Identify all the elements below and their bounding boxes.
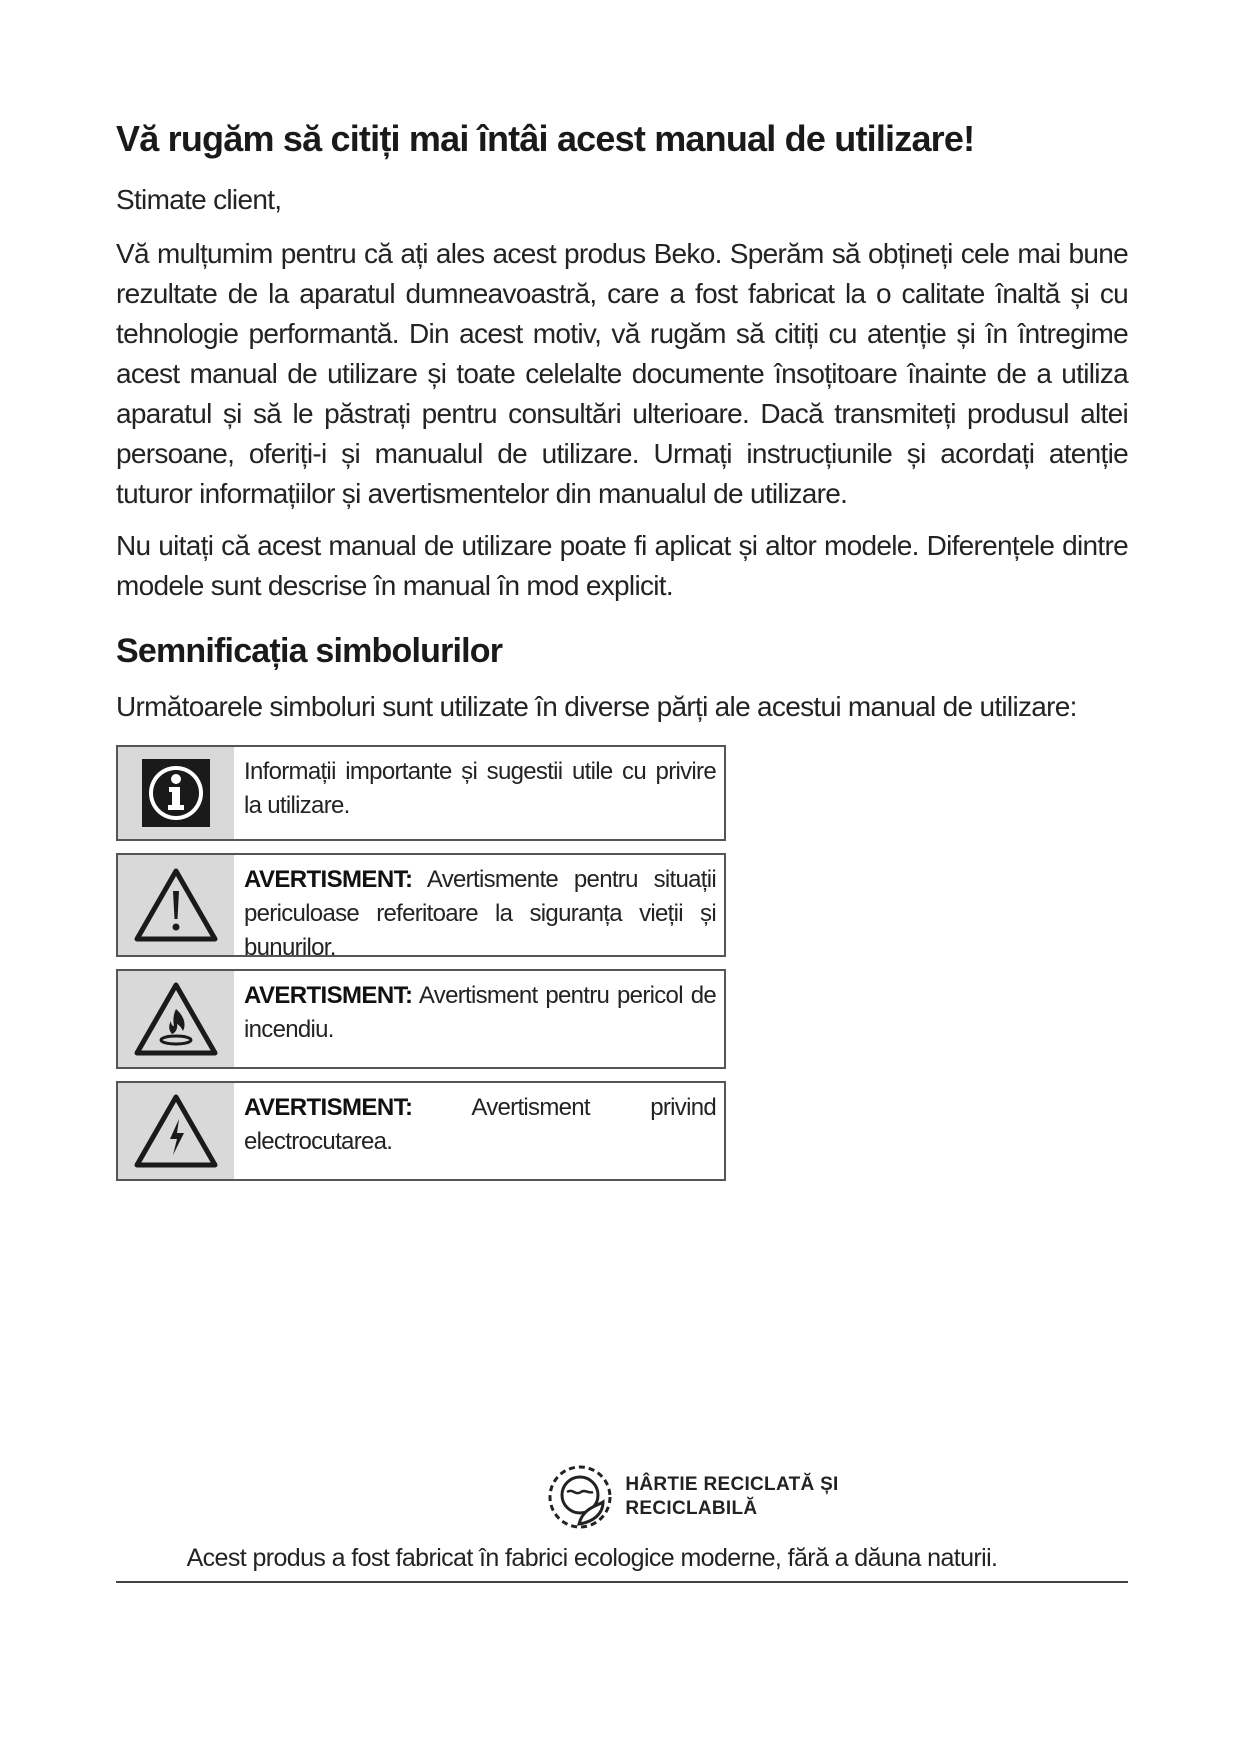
info-icon [118, 747, 234, 839]
symbol-description: Avertisment privind electrocutarea. [244, 1094, 716, 1155]
symbol-description: Avertismente pentru situații periculoase referitoare la siguranța vieții și bunurilor. [244, 866, 716, 961]
eco-badge [256, 1462, 1128, 1532]
symbol-row-warning [116, 853, 726, 961]
warning-label: AVERTISMENT: [244, 866, 413, 893]
models-paragraph: Nu uitați că acest manual de utilizare poate fi aplicat și altor modele. Diferențele dintre modele sunt descrise în manual în mod explicit. [116, 530, 1128, 601]
symbols-intro: Următoarele simboluri sunt utilizate în diverse părți ale acestui manual de utilizare: [116, 691, 1077, 722]
symbol-description: Avertisment pentru pericol de incendiu. [244, 982, 716, 1043]
warning-label: AVERTISMENT: [244, 982, 413, 1009]
warning-label: AVERTISMENT: [244, 1094, 413, 1121]
symbols-table [116, 745, 726, 1181]
page-title: Vă rugăm să citiți mai întâi acest manual de utilizare! [116, 118, 975, 159]
symbol-row-info [116, 745, 726, 841]
symbol-description: Informații importante și sugestii utile cu privire la utilizare. [244, 758, 716, 819]
eco-badge-line2: RECICLABILĂ [625, 1498, 758, 1519]
manual-page [116, 118, 1128, 1193]
fire-warning-icon [118, 971, 234, 1067]
symbol-row-electric [116, 1081, 726, 1181]
page-footer [116, 1462, 1128, 1583]
symbol-row-fire [116, 969, 726, 1069]
symbols-heading: Semnificația simbolurilor [116, 632, 503, 670]
warning-triangle-icon [118, 855, 234, 955]
footer-text: Acest produs a fost fabricat în fabrici ecologice moderne, fără a dăuna naturii. [186, 1544, 998, 1572]
greeting: Stimate client, [116, 184, 282, 215]
footer-divider [116, 1581, 1128, 1583]
recycled-paper-icon [545, 1462, 615, 1532]
intro-paragraph: Vă mulțumim pentru că ați ales acest produs Beko. Sperăm să obțineți cele mai bune rezultate de la aparatul dumneavoastră, care a fost fabricat la o calitate înaltă și cu tehnologie performantă. Din acest motiv, vă rugăm să citiți cu atenție și în întregime acest manual de utilizare și toate celelalte documente însoțitoare înainte de a utiliza aparatul și să le păstrați pentru consultări ulterioare. Dacă transmiteți produsul altei persoane, oferiți-i și manualul de utilizare. Urmați instrucțiunile și acordați atenție tuturor informațiilor și avertismentelor din manualul de utilizare. [116, 238, 1128, 509]
eco-badge-line1: HÂRTIE RECICLATĂ ȘI [625, 1474, 839, 1495]
electric-shock-icon [118, 1083, 234, 1179]
